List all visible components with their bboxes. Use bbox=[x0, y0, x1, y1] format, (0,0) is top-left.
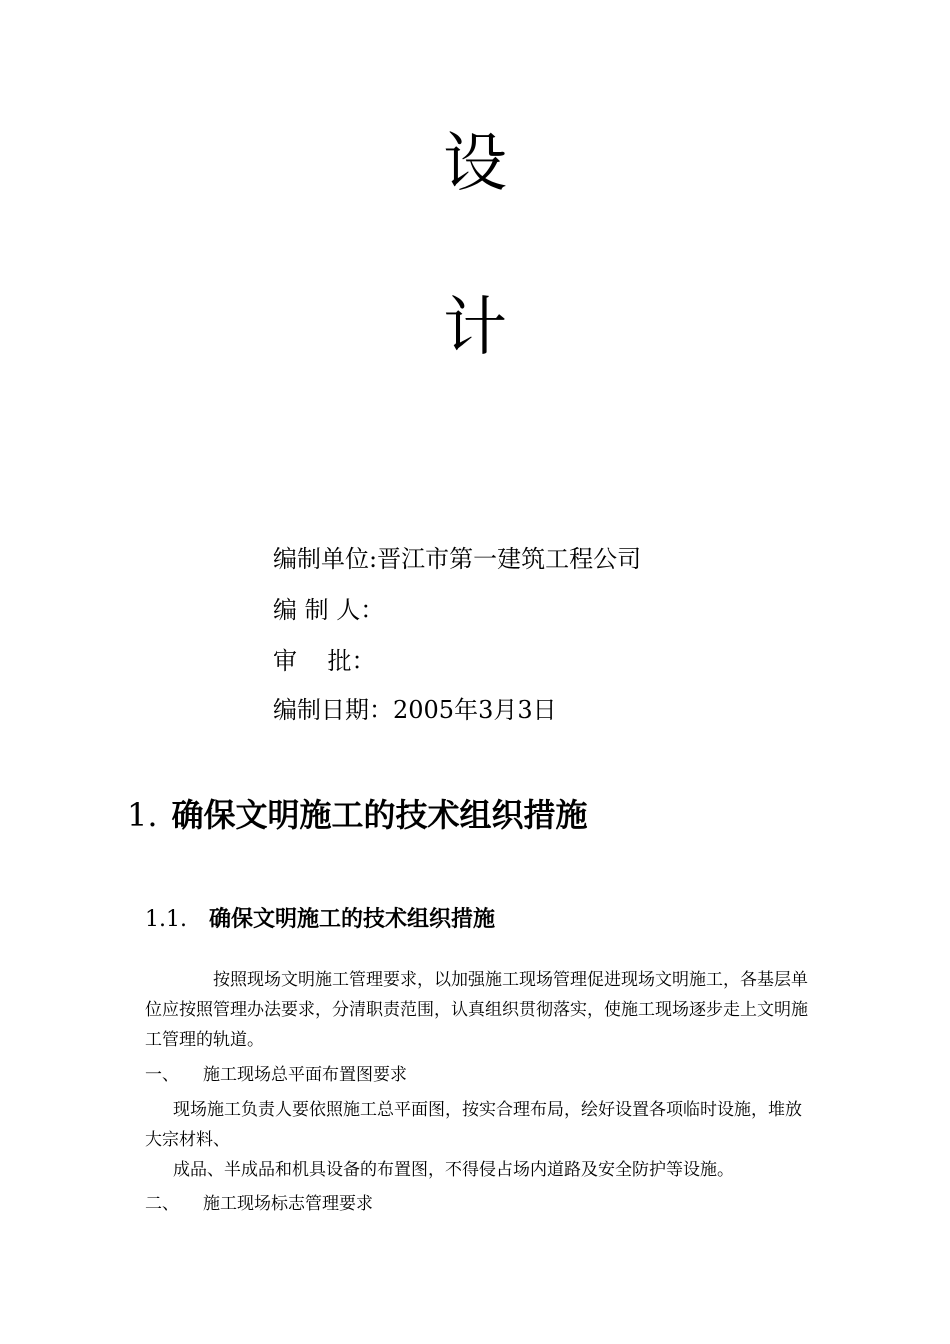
section-heading-1 bbox=[127, 793, 588, 837]
heading-number: 1. bbox=[127, 796, 158, 834]
list-item bbox=[145, 1060, 407, 1090]
meta-date: 编制日期：2005年3月3日 bbox=[273, 696, 557, 724]
meta-author: 编 制 人： bbox=[273, 596, 385, 624]
cover-title-char: 设 bbox=[443, 127, 507, 201]
list-marker: 一、 bbox=[145, 1065, 179, 1085]
heading-text: 确保文明施工的技术组织措施 bbox=[208, 906, 495, 932]
section-heading-1-1 bbox=[145, 902, 495, 937]
body-paragraph: 现场施工负责人要依照施工总平面图，按实合理布局，绘好设置各项临时设施，堆放大宗材料、 bbox=[145, 1100, 802, 1150]
body-paragraph: 成品、半成品和机具设备的布置图，不得侵占场内道路及安全防护等设施。 bbox=[173, 1160, 734, 1180]
list-item-text: 施工现场总平面布置图要求 bbox=[203, 1065, 407, 1085]
body-paragraph: 按照现场文明施工管理要求，以加强施工现场管理促进现场文明施工，各基层单位应按照管理办法要求，分清职责范围，认真组织贯彻落实，使施工现场逐步走上文明施工管理的轨道。 bbox=[145, 970, 808, 1050]
list-item bbox=[145, 1189, 373, 1219]
meta-compiling-unit: 编制单位:晋江市第一建筑工程公司 bbox=[273, 545, 642, 573]
heading-text: 确保文明施工的技术组织措施 bbox=[171, 796, 588, 834]
cover-title-char: 计 bbox=[443, 291, 507, 365]
heading-number: 1.1. bbox=[145, 907, 187, 932]
list-item-text: 施工现场标志管理要求 bbox=[203, 1194, 373, 1214]
list-marker: 二、 bbox=[145, 1194, 179, 1214]
meta-approval: 审 批： bbox=[273, 647, 376, 675]
